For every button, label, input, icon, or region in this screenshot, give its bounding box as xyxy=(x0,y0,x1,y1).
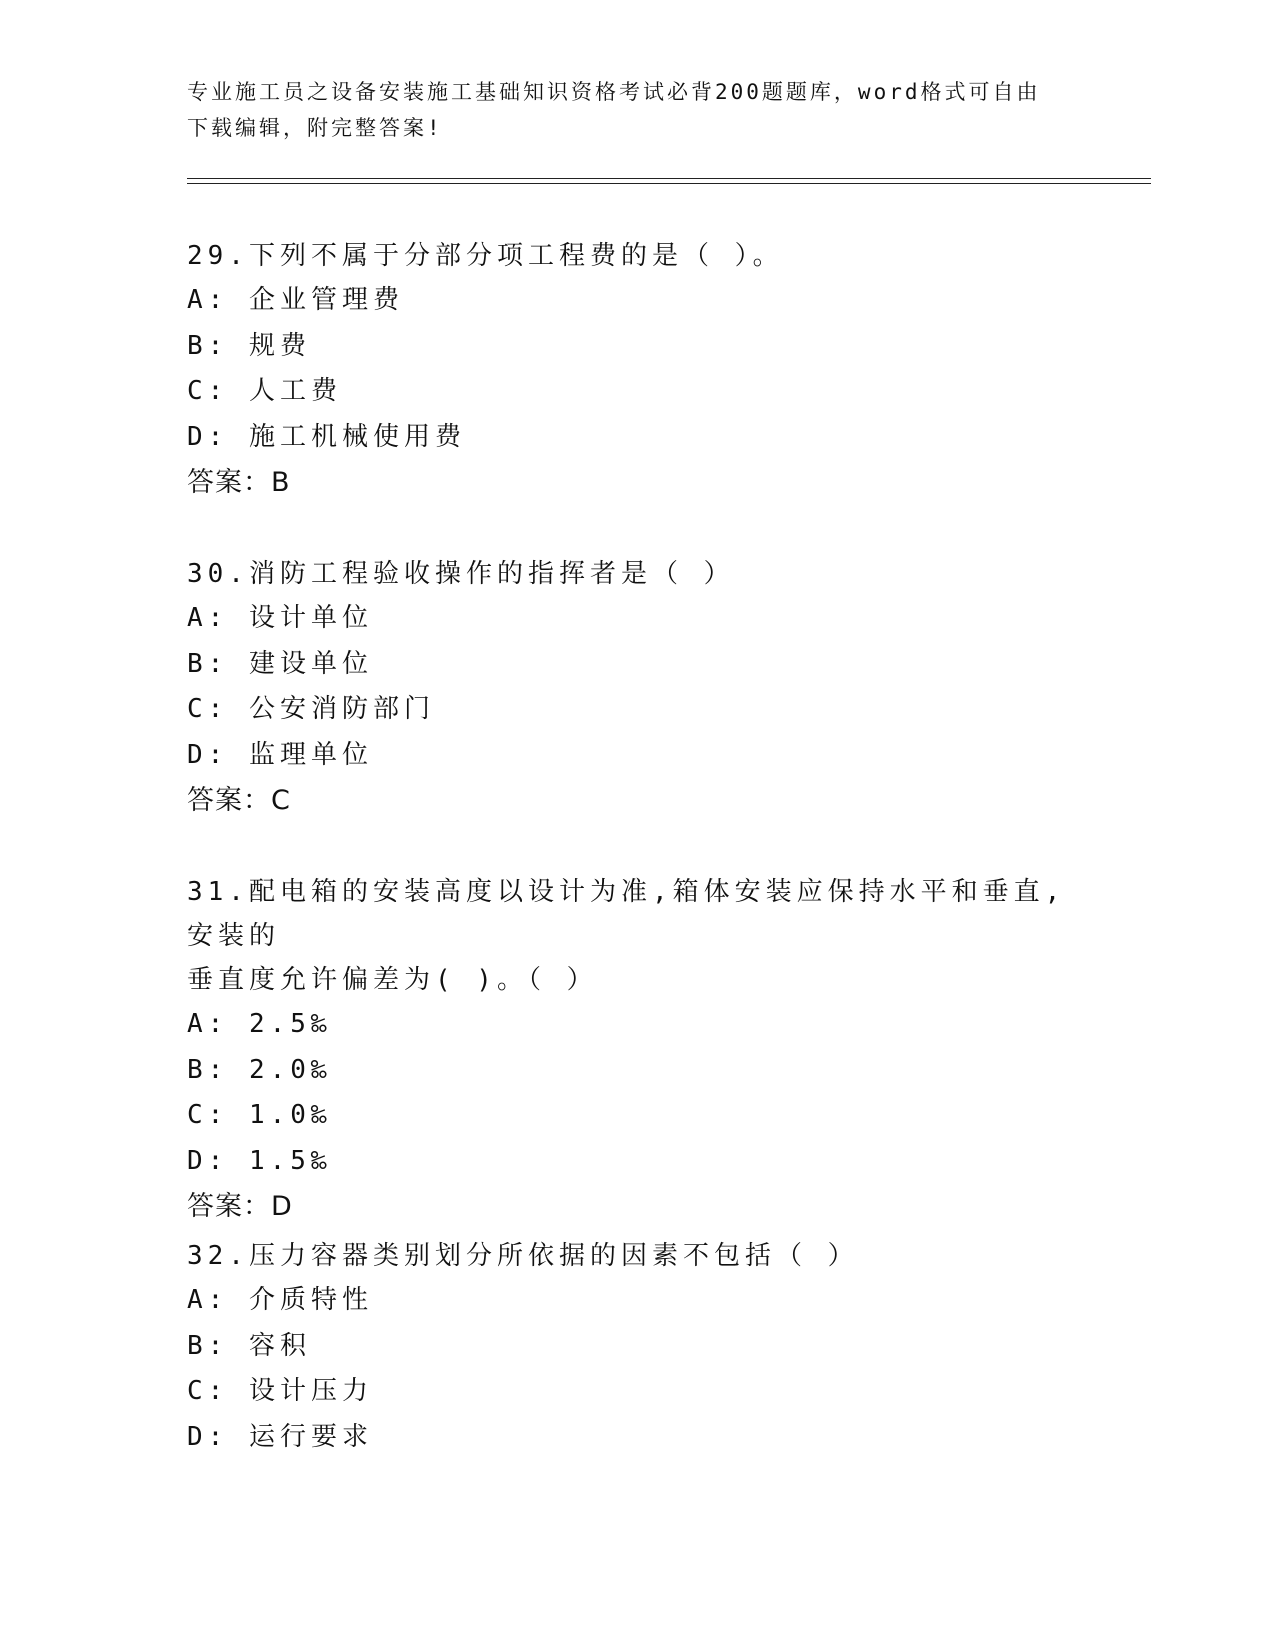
option-c: C: 公安消防部门 xyxy=(187,694,435,724)
option-a: A: 介质特性 xyxy=(187,1285,373,1315)
question-stem: 30.消防工程验收操作的指挥者是（ ） xyxy=(187,559,735,589)
option-b: B: 建设单位 xyxy=(187,648,373,679)
question-stem-line-2: 垂直度允许偏差为( )。（ ） xyxy=(187,965,598,995)
question-stem-line-1: 31.配电箱的安装高度以设计为准,箱体安装应保持水平和垂直,安装的 xyxy=(187,877,1066,951)
header-divider-bottom xyxy=(187,183,1151,184)
question-32 xyxy=(187,1234,1087,1460)
option-b: B: 容积 xyxy=(187,1330,311,1361)
question-31 xyxy=(187,870,1087,1229)
question-29 xyxy=(187,234,1087,505)
option-c: C: 设计压力 xyxy=(187,1376,373,1406)
header-line-1: 专业施工员之设备安装施工基础知识资格考试必背200题题库，word格式可自由 xyxy=(187,80,1041,104)
option-d: D: 施工机械使用费 xyxy=(187,421,466,452)
answer: 答案：D xyxy=(187,1191,293,1222)
header-line-2: 下载编辑，附完整答案! xyxy=(187,116,443,140)
option-d: D: 运行要求 xyxy=(187,1421,373,1452)
document-header xyxy=(187,74,1067,146)
option-b: B: 2.0‰ xyxy=(187,1054,332,1085)
option-a: A: 2.5‰ xyxy=(187,1009,332,1039)
header-divider-top xyxy=(187,178,1151,179)
answer: 答案：B xyxy=(187,467,291,498)
option-d: D: 监理单位 xyxy=(187,739,373,770)
option-b: B: 规费 xyxy=(187,330,311,361)
option-d: D: 1.5‰ xyxy=(187,1145,332,1176)
option-a: A: 设计单位 xyxy=(187,603,373,633)
question-30 xyxy=(187,552,1087,823)
question-stem: 32.压力容器类别划分所依据的因素不包括（ ） xyxy=(187,1241,859,1271)
option-a: A: 企业管理费 xyxy=(187,285,404,315)
question-stem: 29.下列不属于分部分项工程费的是（ ）。 xyxy=(187,241,784,271)
option-c: C: 人工费 xyxy=(187,376,342,406)
answer: 答案：C xyxy=(187,785,291,816)
option-c: C: 1.0‰ xyxy=(187,1100,332,1130)
